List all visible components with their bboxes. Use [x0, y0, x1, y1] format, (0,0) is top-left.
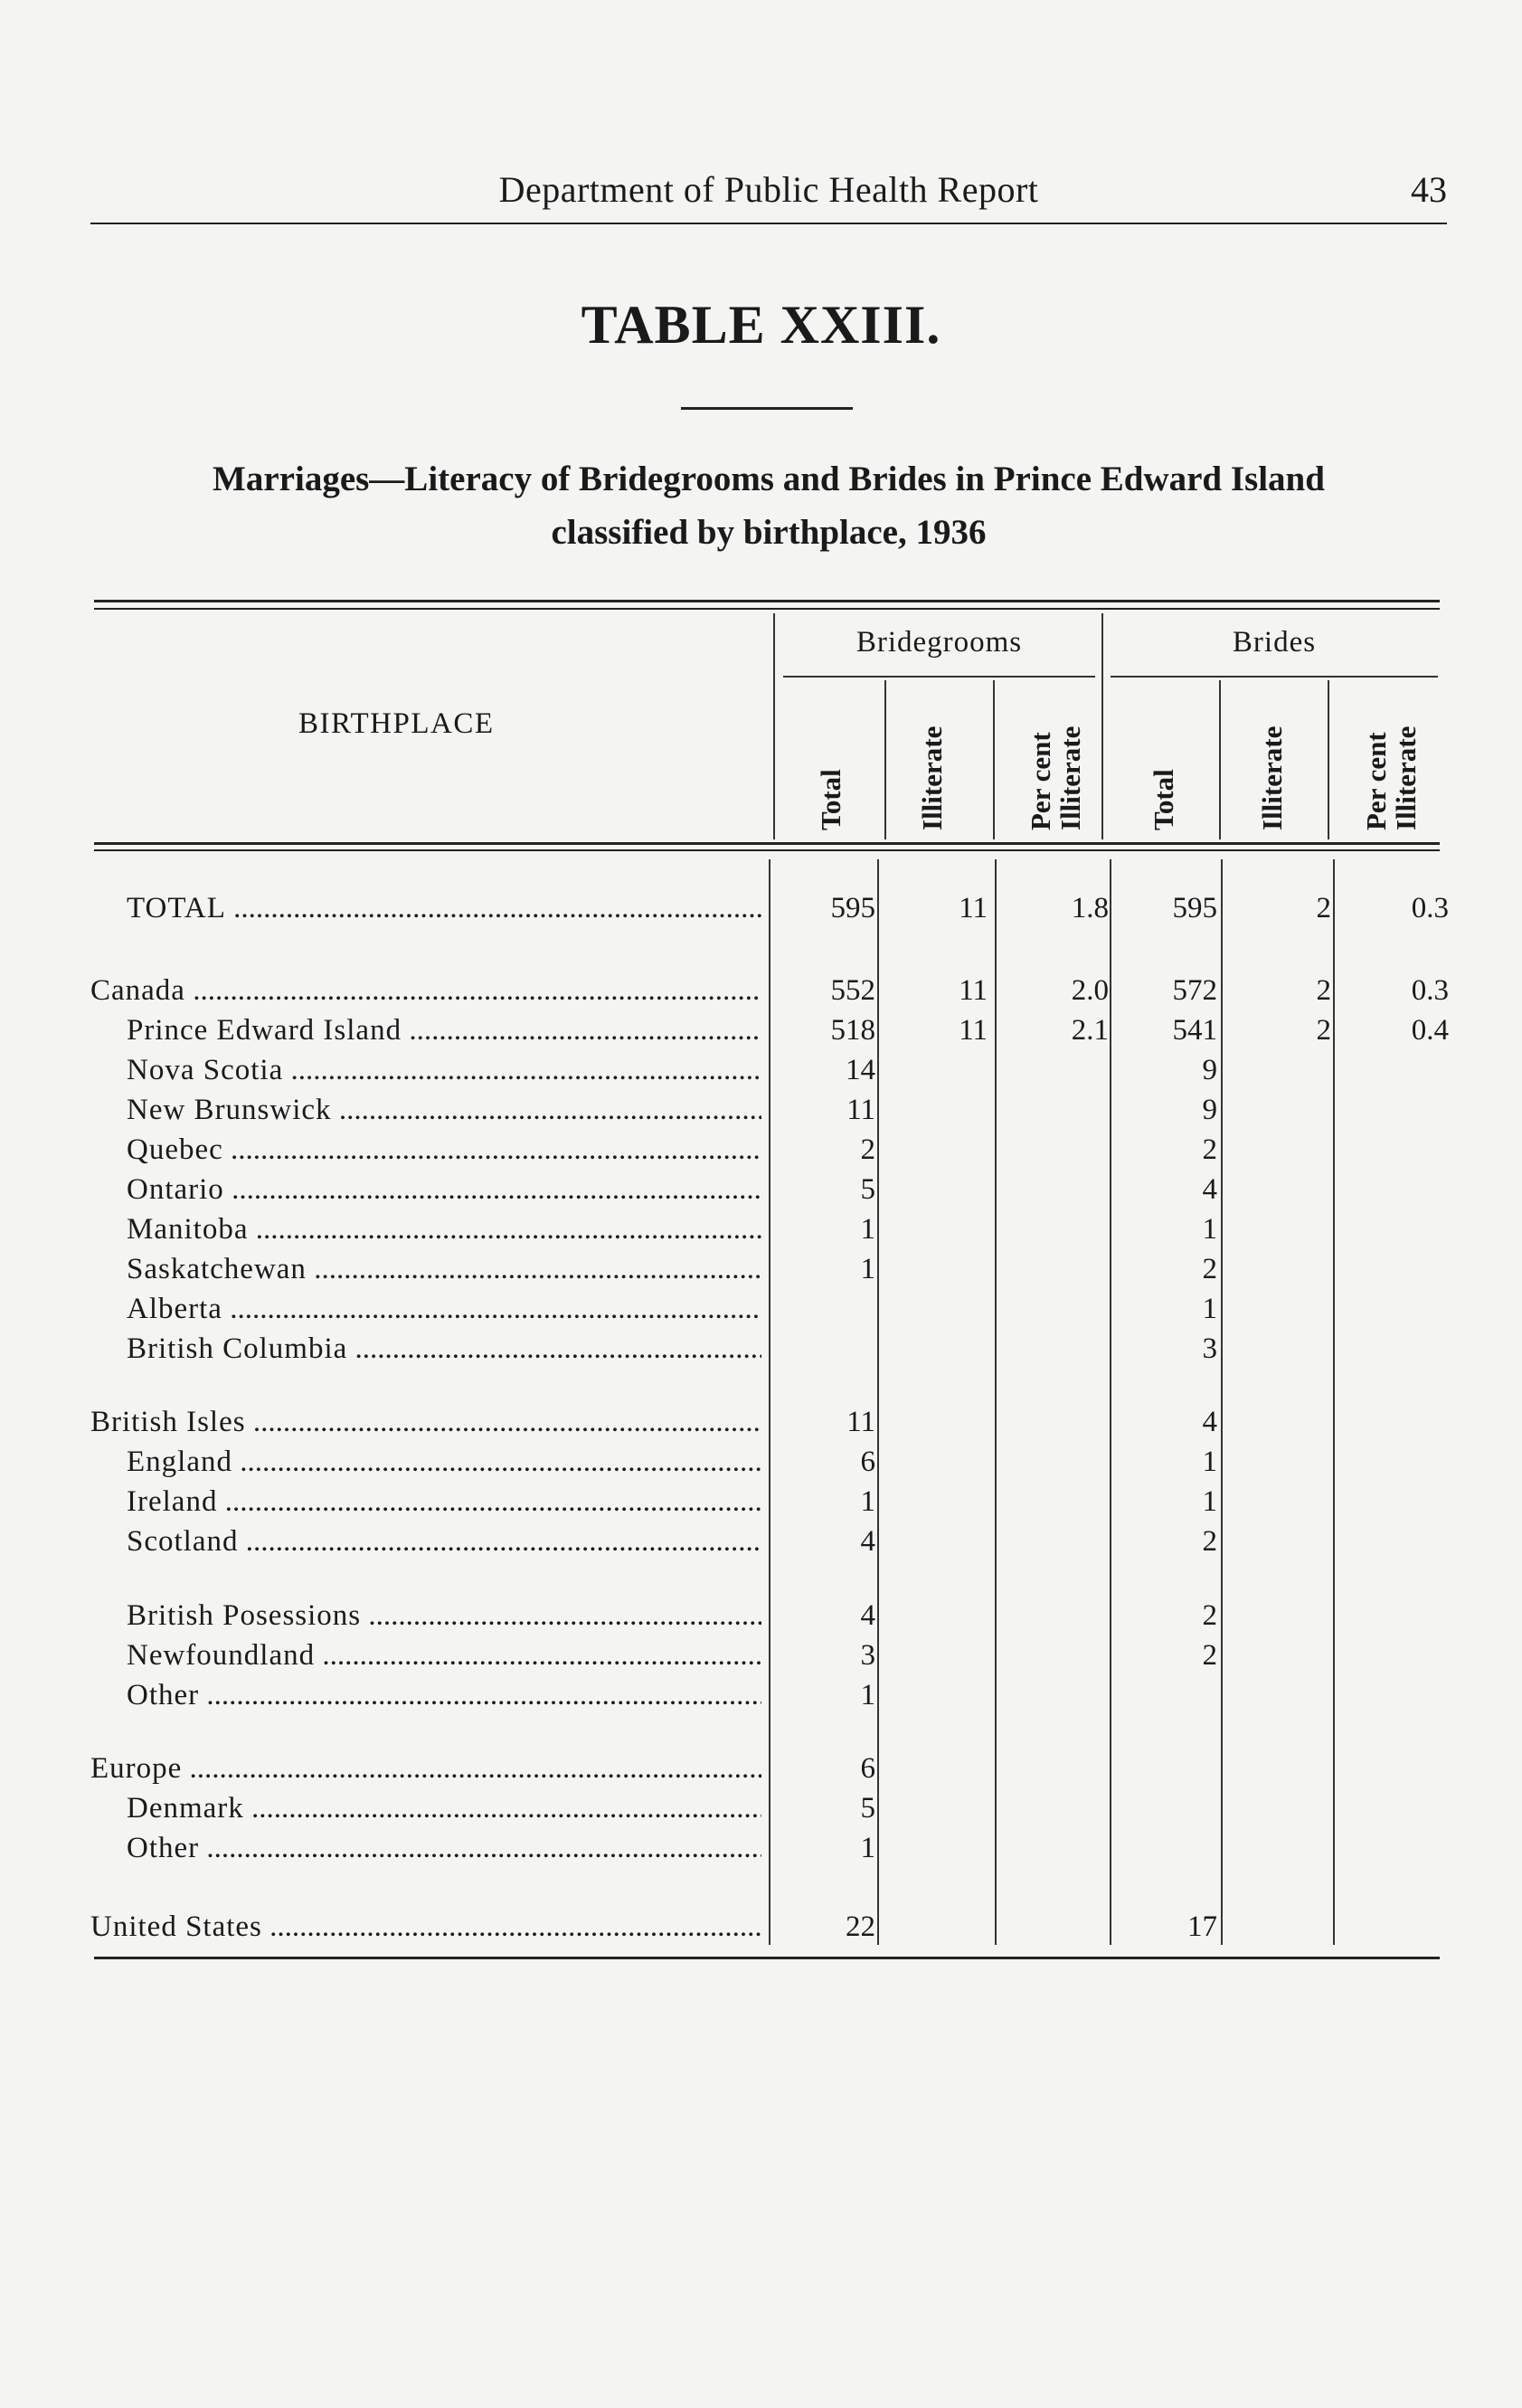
groom-percent-illiterate-cell	[1009, 1635, 1109, 1675]
groom-illiterate-cell	[897, 1170, 988, 1209]
birthplace-label: England .....	[127, 1442, 761, 1482]
groom-illiterate-cell: 11	[959, 974, 988, 1007]
bride-illiterate-cell	[1241, 1209, 1331, 1249]
bride-total-cell	[1118, 1828, 1217, 1868]
table-row	[0, 1596, 1522, 1635]
bride-percent-illiterate-cell	[1349, 1828, 1449, 1868]
table-row	[0, 1482, 1522, 1522]
bride-illiterate-cell	[1241, 1170, 1331, 1209]
table-row	[0, 1635, 1522, 1675]
groom-illiterate-cell	[897, 1828, 988, 1868]
bride-total-cell: 1	[1202, 1446, 1217, 1478]
groom-percent-illiterate-cell	[1009, 1050, 1109, 1090]
page-number: 43	[1411, 169, 1447, 210]
bride-percent-illiterate-header: Per cent Illiterate	[1360, 725, 1422, 830]
birthplace-label: Other .....	[127, 1828, 761, 1868]
birthplace-column-header: BIRTHPLACE	[298, 707, 495, 740]
table-bottom-rule	[94, 1957, 1440, 1959]
table-row	[0, 1402, 1522, 1442]
header-bottom-rule	[94, 842, 1440, 845]
bride-total-cell: 1	[1202, 1485, 1217, 1518]
birthplace-label: Prince Edward Island .....	[127, 1010, 761, 1050]
groom-percent-illiterate-cell	[1009, 1289, 1109, 1329]
table-row	[0, 1522, 1522, 1561]
title-divider	[681, 407, 853, 410]
birthplace-label: British Isles .....	[90, 1402, 761, 1442]
brides-underline	[1111, 676, 1438, 678]
birthplace-label: Scotland .....	[127, 1522, 761, 1561]
column-divider	[993, 680, 995, 839]
bride-total-cell: 595	[1172, 892, 1217, 924]
groom-percent-illiterate-cell	[1009, 1329, 1109, 1369]
bride-percent-illiterate-cell	[1349, 1442, 1449, 1482]
bride-percent-illiterate-cell	[1349, 1907, 1449, 1947]
groom-total-cell: 2	[860, 1133, 875, 1166]
bride-percent-illiterate-cell	[1349, 1522, 1449, 1561]
groom-percent-illiterate-cell: 2.0	[1071, 974, 1109, 1007]
table-row	[0, 1828, 1522, 1868]
groom-percent-illiterate-cell	[1009, 1749, 1109, 1788]
brides-group-header: Brides	[1232, 626, 1317, 659]
bride-illiterate-cell	[1241, 1522, 1331, 1561]
bride-total-cell: 2	[1202, 1639, 1217, 1672]
groom-illiterate-cell	[897, 1329, 988, 1369]
groom-percent-illiterate-header: Per cent Illiterate	[1025, 725, 1086, 830]
bride-illiterate-cell	[1241, 1749, 1331, 1788]
bridegrooms-underline	[783, 676, 1095, 678]
bride-illiterate-cell	[1241, 1907, 1331, 1947]
bride-percent-illiterate-cell	[1349, 1329, 1449, 1369]
groom-illiterate-cell	[897, 1635, 988, 1675]
bride-illiterate-cell	[1241, 1402, 1331, 1442]
table-top-rule	[94, 600, 1440, 602]
bride-total-cell	[1118, 1749, 1217, 1788]
column-divider	[884, 680, 886, 839]
table-row	[0, 1249, 1522, 1289]
bride-percent-illiterate-cell	[1349, 1289, 1449, 1329]
bride-illiterate-cell: 2	[1316, 974, 1331, 1007]
column-divider	[773, 613, 775, 839]
table-row	[0, 1090, 1522, 1130]
groom-total-header: Total	[815, 769, 846, 830]
bride-illiterate-cell	[1241, 1130, 1331, 1170]
groom-total-cell: 518	[830, 1014, 875, 1047]
table-row	[0, 1749, 1522, 1788]
bride-illiterate-cell: 2	[1316, 892, 1331, 924]
groom-percent-illiterate-cell	[1009, 1249, 1109, 1289]
bride-illiterate-cell	[1241, 1828, 1331, 1868]
groom-illiterate-cell	[897, 1675, 988, 1715]
groom-illiterate-cell	[897, 1050, 988, 1090]
birthplace-label: Canada .....	[90, 971, 761, 1010]
bride-illiterate-cell	[1241, 1482, 1331, 1522]
birthplace-label: Ireland .....	[127, 1482, 761, 1522]
bride-percent-illiterate-cell	[1349, 1635, 1449, 1675]
bride-total-cell: 2	[1202, 1133, 1217, 1166]
table-row	[0, 1907, 1522, 1947]
table-row	[0, 1329, 1522, 1369]
bride-percent-illiterate-cell	[1349, 1090, 1449, 1130]
bride-total-cell: 4	[1202, 1173, 1217, 1206]
birthplace-label: Ontario .....	[127, 1170, 761, 1209]
groom-total-cell: 1	[860, 1485, 875, 1518]
report-title: Department of Public Health Report	[498, 169, 1039, 210]
groom-total-cell: 5	[860, 1792, 875, 1825]
groom-percent-illiterate-cell	[1009, 1402, 1109, 1442]
bride-percent-illiterate-cell	[1349, 1482, 1449, 1522]
groom-percent-illiterate-cell	[1009, 1170, 1109, 1209]
bride-illiterate-cell: 2	[1316, 1014, 1331, 1047]
birthplace-label: TOTAL .....	[127, 888, 761, 928]
groom-percent-illiterate-cell	[1009, 1482, 1109, 1522]
groom-total-cell: 1	[860, 1832, 875, 1864]
groom-total-cell: 4	[860, 1525, 875, 1558]
birthplace-label: United States .....	[90, 1907, 761, 1947]
birthplace-label: New Brunswick .....	[127, 1090, 761, 1130]
birthplace-label: Alberta .....	[127, 1289, 761, 1329]
bride-percent-illiterate-cell	[1349, 1749, 1449, 1788]
bride-total-cell: 541	[1172, 1014, 1217, 1047]
running-header	[90, 168, 1447, 224]
bride-percent-illiterate-cell	[1349, 1402, 1449, 1442]
groom-total-cell: 11	[846, 1406, 875, 1438]
groom-total-cell: 5	[860, 1173, 875, 1206]
groom-total-cell: 595	[830, 892, 875, 924]
bride-illiterate-cell	[1241, 1289, 1331, 1329]
groom-total-cell: 3	[860, 1639, 875, 1672]
bride-percent-illiterate-cell	[1349, 1249, 1449, 1289]
groom-percent-illiterate-cell	[1009, 1828, 1109, 1868]
birthplace-label: Nova Scotia .....	[127, 1050, 761, 1090]
table-row	[0, 1675, 1522, 1715]
bride-total-cell: 3	[1202, 1332, 1217, 1365]
groom-illiterate-cell	[897, 1482, 988, 1522]
groom-illiterate-cell: 11	[959, 892, 988, 924]
bride-percent-illiterate-cell: 0.3	[1411, 974, 1449, 1007]
birthplace-label: Quebec .....	[127, 1130, 761, 1170]
bride-illiterate-cell	[1241, 1442, 1331, 1482]
table-row	[0, 888, 1522, 928]
groom-illiterate-cell	[897, 1907, 988, 1947]
groom-illiterate-cell	[897, 1749, 988, 1788]
groom-percent-illiterate-cell	[1009, 1130, 1109, 1170]
header-bottom-rule-2	[94, 849, 1440, 851]
bride-illiterate-cell	[1241, 1050, 1331, 1090]
birthplace-label: Manitoba .....	[127, 1209, 761, 1249]
groom-total-cell: 1	[860, 1213, 875, 1246]
table-top-rule-2	[94, 608, 1440, 610]
bride-total-cell: 2	[1202, 1253, 1217, 1285]
groom-total-cell: 6	[860, 1752, 875, 1785]
groom-percent-illiterate-cell	[1009, 1442, 1109, 1482]
bride-total-cell: 2	[1202, 1525, 1217, 1558]
bride-percent-illiterate-cell	[1349, 1209, 1449, 1249]
groom-illiterate-cell	[897, 1596, 988, 1635]
bride-percent-illiterate-cell	[1349, 1675, 1449, 1715]
groom-illiterate-cell	[897, 1522, 988, 1561]
groom-percent-illiterate-cell	[1009, 1522, 1109, 1561]
groom-total-cell: 14	[846, 1054, 875, 1086]
bride-total-cell	[1118, 1788, 1217, 1828]
groom-percent-illiterate-cell: 2.1	[1071, 1014, 1109, 1047]
column-divider	[1328, 680, 1329, 839]
bride-total-cell: 1	[1202, 1213, 1217, 1246]
groom-total-cell: 22	[846, 1910, 875, 1943]
bride-percent-illiterate-cell	[1349, 1170, 1449, 1209]
table-caption	[90, 452, 1447, 559]
groom-percent-illiterate-cell	[1009, 1675, 1109, 1715]
bride-percent-illiterate-cell	[1349, 1050, 1449, 1090]
bride-illiterate-cell	[1241, 1249, 1331, 1289]
table-row	[0, 1010, 1522, 1050]
groom-illiterate-cell	[897, 1090, 988, 1130]
bride-total-cell: 2	[1202, 1599, 1217, 1632]
bride-illiterate-header: Illiterate	[1256, 725, 1288, 830]
table-row	[0, 1170, 1522, 1209]
birthplace-label: Other .....	[127, 1675, 761, 1715]
groom-total-cell: 1	[860, 1679, 875, 1711]
groom-illiterate-cell	[897, 1249, 988, 1289]
groom-percent-illiterate-cell: 1.8	[1071, 892, 1109, 924]
groom-illiterate-cell: 11	[959, 1014, 988, 1047]
bride-percent-illiterate-cell: 0.4	[1411, 1014, 1449, 1047]
groom-total-cell: 552	[830, 974, 875, 1007]
bride-total-cell: 1	[1202, 1293, 1217, 1325]
table-row	[0, 971, 1522, 1010]
column-divider	[1101, 613, 1103, 839]
bride-illiterate-cell	[1241, 1675, 1331, 1715]
bride-percent-illiterate-cell	[1349, 1130, 1449, 1170]
groom-percent-illiterate-cell	[1009, 1788, 1109, 1828]
bride-illiterate-cell	[1241, 1635, 1331, 1675]
groom-total-cell: 1	[860, 1253, 875, 1285]
groom-illiterate-cell	[897, 1209, 988, 1249]
birthplace-label: Denmark .....	[127, 1788, 761, 1828]
table-number: TABLE XXIII.	[581, 295, 941, 355]
groom-illiterate-cell	[897, 1442, 988, 1482]
table-row	[0, 1050, 1522, 1090]
table-row	[0, 1209, 1522, 1249]
caption-line-2: classified by birthplace, 1936	[551, 513, 987, 552]
birthplace-label: Saskatchewan .....	[127, 1249, 761, 1289]
bride-total-cell: 9	[1202, 1054, 1217, 1086]
caption-line-1: Marriages—Literacy of Bridegrooms and Brides in Prince Edward Island	[213, 460, 1325, 498]
groom-total-cell	[785, 1289, 875, 1329]
groom-total-cell: 6	[860, 1446, 875, 1478]
bride-percent-illiterate-cell	[1349, 1788, 1449, 1828]
birthplace-label: Europe .....	[90, 1749, 761, 1788]
column-divider	[1219, 680, 1221, 839]
groom-total-cell: 4	[860, 1599, 875, 1632]
groom-percent-illiterate-cell	[1009, 1596, 1109, 1635]
bride-total-cell: 572	[1172, 974, 1217, 1007]
table-row	[0, 1289, 1522, 1329]
bride-total-cell: 9	[1202, 1094, 1217, 1126]
bridegrooms-group-header: Bridegrooms	[856, 626, 1023, 659]
bride-illiterate-cell	[1241, 1329, 1331, 1369]
groom-illiterate-header: Illiterate	[916, 725, 948, 830]
table-row	[0, 1442, 1522, 1482]
bride-percent-illiterate-cell: 0.3	[1411, 892, 1449, 924]
groom-illiterate-cell	[897, 1289, 988, 1329]
groom-total-cell: 11	[846, 1094, 875, 1126]
bride-total-cell: 17	[1187, 1910, 1217, 1943]
groom-illiterate-cell	[897, 1130, 988, 1170]
birthplace-label: British Posessions .....	[127, 1596, 761, 1635]
bride-percent-illiterate-cell	[1349, 1596, 1449, 1635]
birthplace-label: Newfoundland .....	[127, 1635, 761, 1675]
bride-illiterate-cell	[1241, 1788, 1331, 1828]
table-row	[0, 1130, 1522, 1170]
groom-illiterate-cell	[897, 1402, 988, 1442]
groom-percent-illiterate-cell	[1009, 1090, 1109, 1130]
groom-total-cell	[785, 1329, 875, 1369]
birthplace-label: British Columbia .....	[127, 1329, 761, 1369]
bride-total-cell: 4	[1202, 1406, 1217, 1438]
bride-illiterate-cell	[1241, 1090, 1331, 1130]
groom-percent-illiterate-cell	[1009, 1907, 1109, 1947]
groom-percent-illiterate-cell	[1009, 1209, 1109, 1249]
groom-illiterate-cell	[897, 1788, 988, 1828]
bride-total-cell	[1118, 1675, 1217, 1715]
bride-total-header: Total	[1148, 769, 1179, 830]
table-row	[0, 1788, 1522, 1828]
bride-illiterate-cell	[1241, 1596, 1331, 1635]
